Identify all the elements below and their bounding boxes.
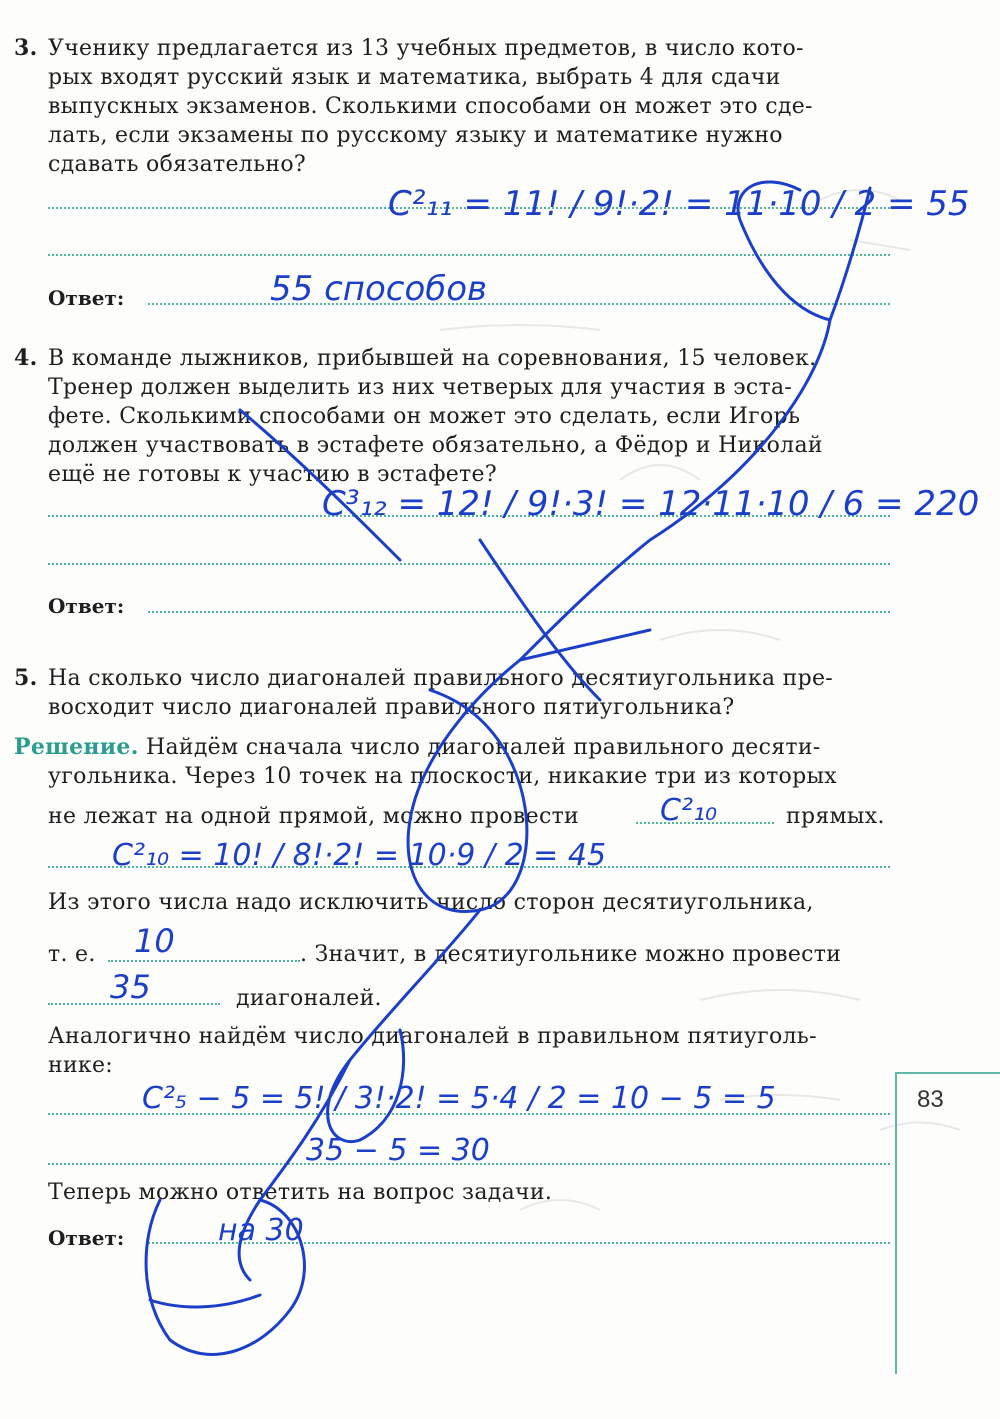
problem-4-line-3: фете. Сколькими способами он может это сделать, если Игорь (48, 404, 801, 429)
problem-4-line-1: В команде лыжников, прибывшей на соревнования, 15 человек. (48, 346, 817, 371)
fill-blank (48, 1003, 220, 1005)
solution-line-2: угольника. Через 10 точек на плоскости, никакие три из которых (48, 764, 837, 789)
answer-label: Ответ: (48, 1226, 125, 1250)
problem-5-number: 5. (14, 665, 38, 691)
problem-5-line-2: восходит число диагоналей правильного пятиугольника? (48, 695, 735, 720)
work-line (48, 1163, 890, 1165)
solution-line-3-end: прямых. (786, 804, 885, 829)
problem-3-line-4: лать, если экзамены по русскому языку и математике нужно (48, 123, 783, 148)
fill-blank (636, 822, 774, 824)
problem-4-line-2: Тренер должен выделить из них четверых для участия в эста- (48, 375, 793, 400)
solution-line-1: Найдём сначала число диагоналей правильного десяти- (145, 735, 821, 760)
problem-5-line-1: На сколько число диагоналей правильного десятиугольника пре- (48, 666, 834, 691)
solution-line-3: не лежат на одной прямой, можно провести (48, 804, 579, 829)
answer-line (48, 563, 890, 565)
problem-4-line-5: ещё не готовы к участию в эстафете? (48, 462, 497, 487)
page-number: 83 (917, 1086, 944, 1113)
answer-line (148, 303, 890, 305)
solution-line-8: нике: (48, 1053, 114, 1078)
work-line (48, 1113, 890, 1115)
problem-4-number: 4. (14, 345, 38, 371)
answer-line (148, 1242, 890, 1244)
problem-3-line-2: рых входят русский язык и математика, выбрать 4 для сдачи (48, 65, 781, 90)
answer-label: Ответ: (48, 594, 125, 618)
answer-line (48, 207, 890, 209)
handwritten-formula-p3: C²₁₁ = 11! / 9!·2! = 11·10 / 2 = 55 (388, 184, 970, 224)
problem-4-line-4: должен участвовать в эстафете обязательно, а Фёдор и Николай (48, 433, 823, 458)
handwritten-formula-p5-3: 35 − 5 = 30 (306, 1133, 490, 1168)
solution-line-5-end: . Значит, в десятиугольнике можно провести (300, 942, 842, 967)
handwritten-ten: 10 (134, 922, 175, 960)
solution-line-5-start: т. е. (48, 942, 96, 967)
solution-line-6: диагоналей. (236, 986, 382, 1011)
handwritten-thirtyfive: 35 (110, 968, 151, 1006)
handwritten-formula-p5-1: C²₁₀ = 10! / 8!·2! = 10·9 / 2 = 45 (112, 838, 607, 873)
answer-line (48, 254, 890, 256)
handwritten-formula-p4: C³₁₂ = 12! / 9!·3! = 12·11·10 / 6 = 220 (322, 484, 980, 524)
problem-3-line-5: сдавать обязательно? (48, 152, 306, 177)
handwritten-answer-p3: 55 способов (270, 269, 488, 309)
problem-3-line-3: выпускных экзаменов. Сколькими способами он может это сде- (48, 94, 813, 119)
answer-line (48, 515, 890, 517)
problem-3-line-1: Ученику предлагается из 13 учебных предметов, в число кото- (48, 36, 804, 61)
fill-blank (108, 960, 300, 962)
handwritten-formula-p5-2: C²₅ − 5 = 5! / 3!·2! = 5·4 / 2 = 10 − 5 = 5 (142, 1081, 776, 1116)
problem-3-number: 3. (14, 35, 38, 61)
handwritten-answer-p5: на 30 (218, 1213, 304, 1248)
solution-line-7: Аналогично найдём число диагоналей в правильном пятиуголь- (48, 1024, 817, 1049)
answer-line (148, 611, 890, 613)
solution-line-9: Теперь можно ответить на вопрос задачи. (48, 1180, 553, 1205)
solution-label: Решение. (14, 734, 139, 760)
page-number-box (895, 1072, 1000, 1374)
work-line (48, 866, 890, 868)
solution-line-4: Из этого числа надо исключить число сторон десятиугольника, (48, 890, 814, 915)
handwritten-c10: C²₁₀ (660, 793, 718, 828)
answer-label: Ответ: (48, 286, 125, 310)
